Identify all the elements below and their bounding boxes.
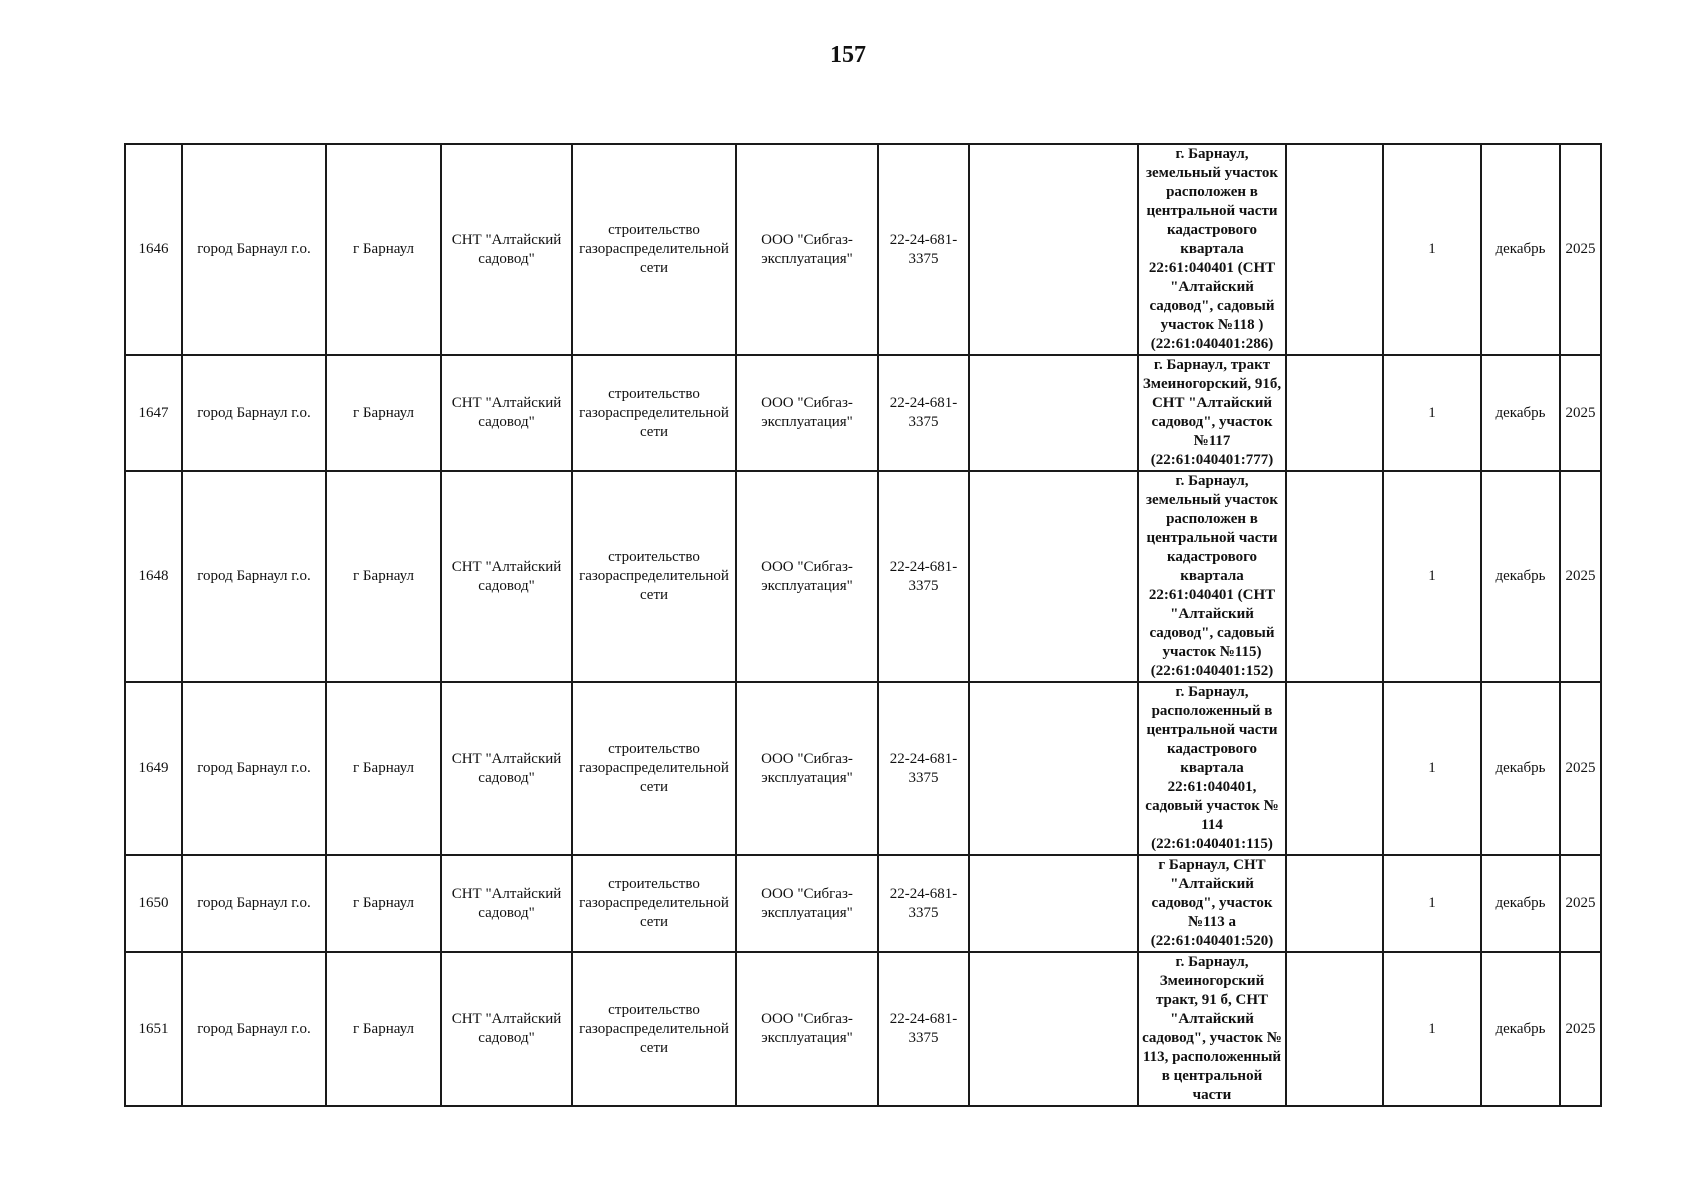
address-line: 113, расположенный: [1142, 1049, 1282, 1065]
address-line: (22:61:040401:777): [1150, 452, 1274, 468]
empty-cell: [969, 355, 1138, 471]
address-cell: [1138, 144, 1286, 355]
empty-cell-2: [1286, 952, 1383, 1106]
year-cell: 2025: [1560, 682, 1601, 855]
address-line: г. Барнаул,: [1175, 954, 1249, 970]
work-type-cell: строительство газораспределительной сети: [572, 855, 736, 952]
registry-table: [124, 143, 1602, 1107]
address-line: участок №115): [1162, 644, 1262, 660]
company-cell: ООО "Сибгаз-эксплуатация": [736, 855, 878, 952]
settlement-cell: г Барнаул: [326, 682, 441, 855]
address-line: 22:61:040401,: [1167, 779, 1257, 795]
address-line: квартала: [1180, 760, 1244, 776]
address-cell: [1138, 682, 1286, 855]
month-cell: декабрь: [1481, 682, 1560, 855]
month-cell: декабрь: [1481, 355, 1560, 471]
address-line: (22:61:040401:115): [1151, 836, 1273, 852]
code-cell: 22-24-681-3375: [878, 355, 969, 471]
quantity-cell: 1: [1383, 355, 1481, 471]
address-line: "Алтайский: [1170, 606, 1254, 622]
object-cell: СНТ "Алтайский садовод": [441, 855, 572, 952]
company-cell: ООО "Сибгаз-эксплуатация": [736, 952, 878, 1106]
address-line: тракт, 91 б, СНТ: [1155, 992, 1269, 1008]
address-line: (22:61:040401:520): [1150, 933, 1274, 949]
address-line: квартала: [1180, 568, 1244, 584]
address-line: СНТ "Алтайский: [1151, 395, 1273, 411]
page-number: 157: [830, 42, 866, 68]
table-row: [125, 471, 1601, 682]
address-line: садовод", садовый: [1149, 625, 1275, 641]
work-type-cell: строительство газораспределительной сети: [572, 952, 736, 1106]
object-cell: СНТ "Алтайский садовод": [441, 952, 572, 1106]
month-cell: декабрь: [1481, 855, 1560, 952]
address-line: г. Барнаул,: [1175, 684, 1249, 700]
empty-cell-2: [1286, 682, 1383, 855]
settlement-cell: г Барнаул: [326, 855, 441, 952]
settlement-cell: г Барнаул: [326, 952, 441, 1106]
year-cell: 2025: [1560, 855, 1601, 952]
address-line: садовод", участок: [1151, 414, 1273, 430]
month-cell: декабрь: [1481, 144, 1560, 355]
address-line: кадастрового: [1166, 222, 1258, 238]
table-row: [125, 855, 1601, 952]
address-line: (22:61:040401:152): [1150, 663, 1274, 679]
address-line: центральной части: [1146, 203, 1278, 219]
address-line: расположен в: [1166, 184, 1258, 200]
address-line: 114: [1201, 817, 1223, 833]
district-cell: город Барнаул г.о.: [182, 952, 326, 1106]
address-line: Змеиногорский, 91б,: [1142, 376, 1282, 392]
address-line: "Алтайский: [1170, 279, 1254, 295]
year-cell: 2025: [1560, 355, 1601, 471]
table-row: [125, 144, 1601, 355]
address-line: 22:61:040401 (СНТ: [1148, 587, 1276, 603]
address-cell: [1138, 355, 1286, 471]
object-cell: СНТ "Алтайский садовод": [441, 144, 572, 355]
address-line: "Алтайский: [1170, 876, 1254, 892]
settlement-cell: г Барнаул: [326, 355, 441, 471]
empty-cell: [969, 144, 1138, 355]
address-line: в центральной части: [1161, 1068, 1263, 1103]
address-line: центральной части: [1146, 530, 1278, 546]
code-cell: 22-24-681-3375: [878, 471, 969, 682]
quantity-cell: 1: [1383, 471, 1481, 682]
object-cell: СНТ "Алтайский садовод": [441, 471, 572, 682]
address-line: садовод", участок №: [1142, 1030, 1282, 1046]
address-line: г. Барнаул,: [1175, 146, 1249, 162]
table-row: [125, 682, 1601, 855]
address-line: участок №118 ): [1160, 317, 1264, 333]
work-type-cell: строительство газораспределительной сети: [572, 355, 736, 471]
company-cell: ООО "Сибгаз-эксплуатация": [736, 471, 878, 682]
address-line: Змеиногорский: [1159, 973, 1265, 989]
address-line: земельный участок: [1145, 492, 1279, 508]
row-number-cell: 1649: [125, 682, 182, 855]
address-line: (22:61:040401:286): [1150, 336, 1274, 352]
address-line: квартала: [1180, 241, 1244, 257]
empty-cell-2: [1286, 471, 1383, 682]
object-cell: СНТ "Алтайский садовод": [441, 682, 572, 855]
address-cell: [1138, 471, 1286, 682]
address-line: г. Барнаул,: [1175, 473, 1249, 489]
empty-cell: [969, 471, 1138, 682]
empty-cell-2: [1286, 355, 1383, 471]
address-line: "Алтайский: [1170, 1011, 1254, 1027]
code-cell: 22-24-681-3375: [878, 855, 969, 952]
year-cell: 2025: [1560, 952, 1601, 1106]
settlement-cell: г Барнаул: [326, 144, 441, 355]
quantity-cell: 1: [1383, 952, 1481, 1106]
month-cell: декабрь: [1481, 952, 1560, 1106]
empty-cell: [969, 855, 1138, 952]
district-cell: город Барнаул г.о.: [182, 855, 326, 952]
month-cell: декабрь: [1481, 471, 1560, 682]
company-cell: ООО "Сибгаз-эксплуатация": [736, 355, 878, 471]
district-cell: город Барнаул г.о.: [182, 682, 326, 855]
table-body: [125, 144, 1601, 1106]
company-cell: ООО "Сибгаз-эксплуатация": [736, 144, 878, 355]
work-type-cell: строительство газораспределительной сети: [572, 682, 736, 855]
settlement-cell: г Барнаул: [326, 471, 441, 682]
code-cell: 22-24-681-3375: [878, 952, 969, 1106]
year-cell: 2025: [1560, 144, 1601, 355]
address-line: г Барнаул, СНТ: [1158, 857, 1266, 873]
row-number-cell: 1650: [125, 855, 182, 952]
district-cell: город Барнаул г.о.: [182, 144, 326, 355]
address-line: расположен в: [1166, 511, 1258, 527]
row-number-cell: 1648: [125, 471, 182, 682]
address-line: центральной части: [1146, 722, 1278, 738]
address-line: кадастрового: [1166, 549, 1258, 565]
address-line: садовод", участок: [1151, 895, 1273, 911]
code-cell: 22-24-681-3375: [878, 144, 969, 355]
table-row: [125, 355, 1601, 471]
address-line: садовый участок №: [1145, 798, 1279, 814]
row-number-cell: 1647: [125, 355, 182, 471]
table-row: [125, 952, 1601, 1106]
address-line: г. Барнаул, тракт: [1153, 357, 1271, 373]
row-number-cell: 1646: [125, 144, 182, 355]
address-line: кадастрового: [1166, 741, 1258, 757]
address-cell: [1138, 952, 1286, 1106]
work-type-cell: строительство газораспределительной сети: [572, 144, 736, 355]
address-line: №117: [1193, 433, 1231, 449]
empty-cell-2: [1286, 855, 1383, 952]
address-line: земельный участок: [1145, 165, 1279, 181]
quantity-cell: 1: [1383, 682, 1481, 855]
address-line: 22:61:040401 (СНТ: [1148, 260, 1276, 276]
quantity-cell: 1: [1383, 144, 1481, 355]
object-cell: СНТ "Алтайский садовод": [441, 355, 572, 471]
address-line: расположенный в: [1151, 703, 1273, 719]
district-cell: город Барнаул г.о.: [182, 471, 326, 682]
empty-cell-2: [1286, 144, 1383, 355]
district-cell: город Барнаул г.о.: [182, 355, 326, 471]
address-cell: [1138, 855, 1286, 952]
empty-cell: [969, 952, 1138, 1106]
work-type-cell: строительство газораспределительной сети: [572, 471, 736, 682]
quantity-cell: 1: [1383, 855, 1481, 952]
company-cell: ООО "Сибгаз-эксплуатация": [736, 682, 878, 855]
year-cell: 2025: [1560, 471, 1601, 682]
empty-cell: [969, 682, 1138, 855]
code-cell: 22-24-681-3375: [878, 682, 969, 855]
row-number-cell: 1651: [125, 952, 182, 1106]
address-line: №113 а: [1188, 914, 1236, 930]
address-line: садовод", садовый: [1149, 298, 1275, 314]
